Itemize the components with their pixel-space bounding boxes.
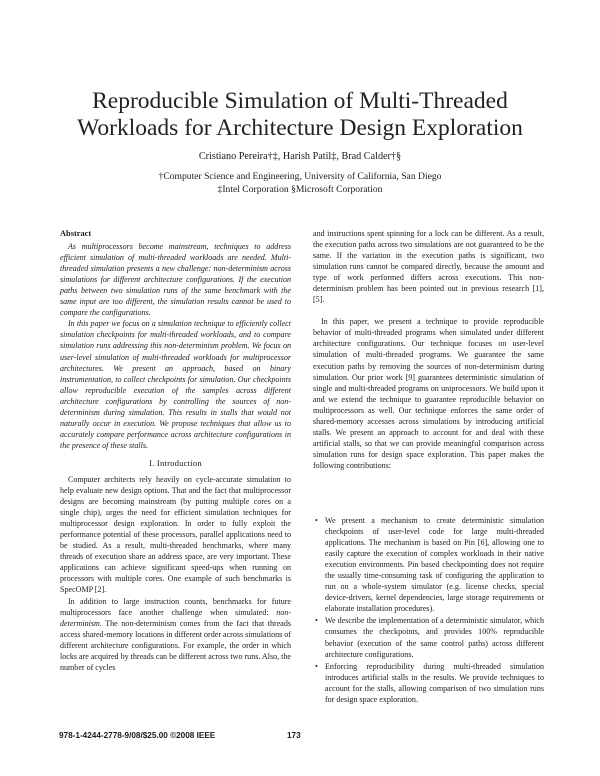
list-item (313, 515, 544, 614)
intro-paragraph-continued: and instructions spent spinning for a lock can be different. As a result, the execution paths across two simulations are not guaranteed to be the same. If the variation in the execution paths is significant, two simulation runs cannot be compared directly, because the amount and type of work performed differs across executions. This non-determinism problem has been pointed out in previous research [1], [5]. (313, 229, 544, 305)
list-gap (313, 471, 544, 515)
paragraph-gap (313, 305, 544, 316)
abstract-heading: Abstract (60, 229, 92, 238)
authors: Cristiano Pereira†‡, Harish Patil‡, Brad Calder†§ (198, 151, 402, 162)
paper-title (40, 88, 560, 142)
copyright-footer: 978-1-4244-2778-9/08/$25.00 ©2008 IEEE (59, 731, 216, 740)
affiliations (0, 171, 600, 196)
abstract-paragraph-1: As multiprocessors become mainstream, techniques to address efficient simulation of multi-threaded workloads are needed. Multi-threaded simulation presents a new challenge: non-determinism across simulations for different architecture configurations. If the execution paths between two simulation runs of the same benchmark with the same input are too different, the simulation results cannot be used to compare the configurations. (60, 242, 291, 318)
left-column (60, 228, 291, 673)
list-item (313, 615, 544, 659)
title-line-2: Workloads for Architecture Design Exploration (77, 115, 523, 141)
intro-paragraph-2 (60, 596, 291, 673)
list-item-text: We present a mechanism to create deterministic simulation checkpoints of user-level code for large multi-threaded applications. The mechanism is based on Pin [6], allowing one to easily capture the execution of complex workloads in their native execution environments. Pin based checkpointing does not require the usually time-consuming task of configuring the application to run on a whole-system simulator (e.g. license checks, special device-drivers, kernel dependencies, large storage requirements or elaborate installation procedures). (325, 515, 544, 614)
bullet-icon: • (315, 616, 318, 626)
intro-paragraph-2-start: In addition to large instruction counts, benchmarks for future multiprocessors face another challenge when simulated: (60, 596, 291, 617)
introduction-heading: I. Introduction (149, 457, 202, 468)
intro-paragraph-3: In this paper, we present a technique to provide reproducible behavior of multi-threaded programs when simulated under different architecture configurations. Our technique focuses on user-level simulation of multi-threaded programs. We guarantee the same execution paths by removing the sources of non-determinism during simulation. Our prior work [9] guarantees deterministic simulation of single and multi-threaded programs on uniprocessors. We build upon it and we extend the technique to guarantee reproducible behavior on multiprocessors as well. Our technique enforces the same order of shared-memory accesses across simulations by introducing artificial stalls. We present an approach to account for and deal with these artificial stalls, so that we can provide meaningful comparison across simulation runs for design space exploration. This paper makes the following contributions: (313, 317, 544, 470)
bullet-icon: • (315, 515, 318, 525)
affiliation-line-2: ‡Intel Corporation §Microsoft Corporation (217, 183, 383, 195)
title-line-1: Reproducible Simulation of Multi-Threaded (92, 88, 508, 114)
list-item-text: We describe the implementation of a deterministic simulator, which consumes the checkpoints, and provides 100% reproducible behavior (execution of the same control paths) across different architecture configurations. (325, 616, 544, 659)
right-column (313, 228, 544, 706)
contributions-list (313, 515, 544, 705)
list-item-text: Enforcing reproducibility during multi-threaded simulation introduces artificial stalls in the results. We provide techniques to account for the stalls, allowing comparison of two simulation runs for design space exploration. (325, 661, 544, 704)
abstract-paragraph-2: In this paper we focus on a simulation technique to efficiently collect simulation checkpoints for multi-threaded workloads, and to compare simulation runs addressing this non-determinism problem. We focus on user-level simulation of multi-threaded workloads for multiprocessor architectures. We present an approach, based on binary instrumentation, to collect checkpoints for simulation. Our checkpoints allow reproducible execution of the samples across different architecture configurations by controlling the sources of non-determinism during simulation. This results in stalls that would not naturally occur in execution. We propose techniques that allow us to accurately compare performance across architecture configurations in the presence of these stalls. (60, 319, 291, 450)
bullet-icon: • (315, 661, 318, 671)
intro-paragraph-2-end: . The non-determinism comes from the fact that threads access shared-memory locations in different order across simulations of different architecture configurations. For example, the order in which locks are acquired by threads can be different across two runs. Also, the number of cycles (60, 618, 291, 672)
abstract-section (60, 228, 291, 451)
intro-paragraph-2-emphasis: non-determinism (60, 607, 291, 628)
page-number: 173 (287, 731, 301, 740)
list-item (313, 661, 544, 705)
affiliation-line-1: †Computer Science and Engineering, University of California, San Diego (158, 171, 442, 182)
intro-paragraph-1: Computer architects rely heavily on cycle-accurate simulation to help evaluate new design options. That and the fact that multiprocessor designs are becoming mainstream (by putting multiple cores on a single chip), urges the need for efficient simulation techniques for multiprocessor design exploration. In order to fully exploit the performance potential of these processors, parallel applications need to be studied. As a result, multi-threaded benchmarks, where many threads of execution share an address space, are very important. These applications can achieve significant speed-ups when running on processors with multiple cores. One example of such benchmarks is SpecOMP [2]. (60, 474, 291, 595)
